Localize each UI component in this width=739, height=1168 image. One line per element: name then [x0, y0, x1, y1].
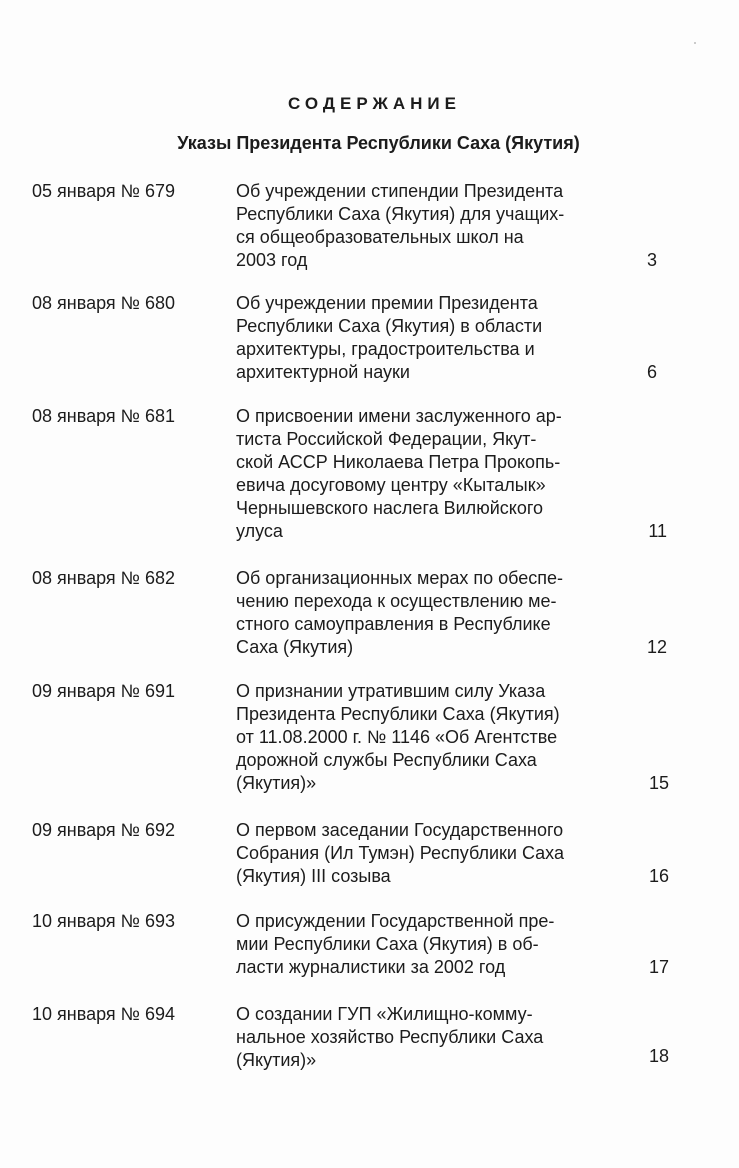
scan-speck — [694, 42, 696, 44]
decree-title-line: ласти журналистики за 2002 год — [236, 957, 506, 977]
decree-title-line: архитектурной науки — [236, 362, 410, 382]
decree-title-line: О присуждении Государственной пре- — [236, 911, 555, 931]
decree-title — [236, 292, 628, 384]
decree-title-line: Президента Республики Саха (Якутия) — [236, 704, 560, 724]
decree-title-line: Республики Саха (Якутия) в области — [236, 316, 543, 336]
decree-title-line: О присвоении имени заслуженного ар- — [236, 406, 562, 426]
decree-title-line: улуса — [236, 521, 283, 541]
decree-date-number: 08 января № 680 — [32, 293, 175, 313]
decree-title-line: Чернышевского наслега Вилюйского — [236, 498, 544, 518]
decree-title-line: 2003 год — [236, 250, 308, 270]
decree-title-line: архитектуры, градостроительства и — [236, 339, 535, 359]
decree-date-number: 10 января № 694 — [32, 1004, 175, 1024]
page-number: 16 — [648, 866, 669, 886]
decree-title-line: Об учреждении премии Президента — [236, 293, 538, 313]
decree-date-number: 08 января № 681 — [32, 406, 175, 426]
decree-title-line: (Якутия)» — [236, 1050, 317, 1070]
decree-title-line: О первом заседании Государственного — [236, 820, 564, 840]
decree-title-line: нальное хозяйство Республики Саха — [236, 1027, 544, 1047]
decree-title — [236, 405, 628, 543]
page-number: 6 — [646, 362, 657, 382]
decree-title-line: Республики Саха (Якутия) для учащих- — [236, 204, 565, 224]
decree-title — [236, 910, 628, 979]
page-number: 11 — [648, 521, 667, 541]
page-number: 12 — [646, 637, 667, 657]
decree-title — [236, 1003, 628, 1072]
decree-title-line: Об учреждении стипендии Президента — [236, 181, 564, 201]
decree-title-line: тиста Российской Федерации, Якут- — [236, 429, 537, 449]
page-number: 3 — [646, 250, 657, 270]
decree-date-number: 10 января № 693 — [32, 911, 175, 931]
page-number: 15 — [648, 773, 669, 793]
decree-title-line: чению перехода к осуществлению ме- — [236, 591, 557, 611]
decree-title-line: О создании ГУП «Жилищно-комму- — [236, 1004, 533, 1024]
page-title: СОДЕРЖАНИЕ — [288, 94, 461, 113]
decree-title-line: евича досуговому центру «Кыталык» — [236, 475, 546, 495]
section-subtitle: Указы Президента Республики Саха (Якутия) — [177, 133, 580, 153]
decree-title-line: Собрания (Ил Тумэн) Республики Саха — [236, 843, 564, 863]
decree-title-line: ской АССР Николаева Петра Прокопь- — [236, 452, 561, 472]
decree-date-number: 05 января № 679 — [32, 181, 175, 201]
decree-title-line: ся общеобразовательных школ на — [236, 227, 524, 247]
decree-title — [236, 567, 628, 659]
decree-title-line: О признании утратившим силу Указа — [236, 681, 546, 701]
decree-date-number: 09 января № 691 — [32, 681, 175, 701]
decree-title-line: стного самоуправления в Республике — [236, 614, 551, 634]
decree-title-line: (Якутия) III созыва — [236, 866, 391, 886]
decree-title-line: мии Республики Саха (Якутия) в об- — [236, 934, 539, 954]
decree-title — [236, 180, 628, 272]
page-number: 17 — [648, 957, 669, 977]
decree-title-line: от 11.08.2000 г. № 1146 «Об Агентстве — [236, 727, 558, 747]
decree-date-number: 08 января № 682 — [32, 568, 175, 588]
decree-title-line: дорожной службы Республики Саха — [236, 750, 537, 770]
decree-title-line: Об организационных мерах по обеспе- — [236, 568, 564, 588]
decree-date-number: 09 января № 692 — [32, 820, 175, 840]
page-number: 18 — [648, 1046, 669, 1066]
decree-title-line: Саха (Якутия) — [236, 637, 354, 657]
decree-title-line: (Якутия)» — [236, 773, 317, 793]
decree-title — [236, 680, 628, 795]
decree-title — [236, 819, 628, 888]
